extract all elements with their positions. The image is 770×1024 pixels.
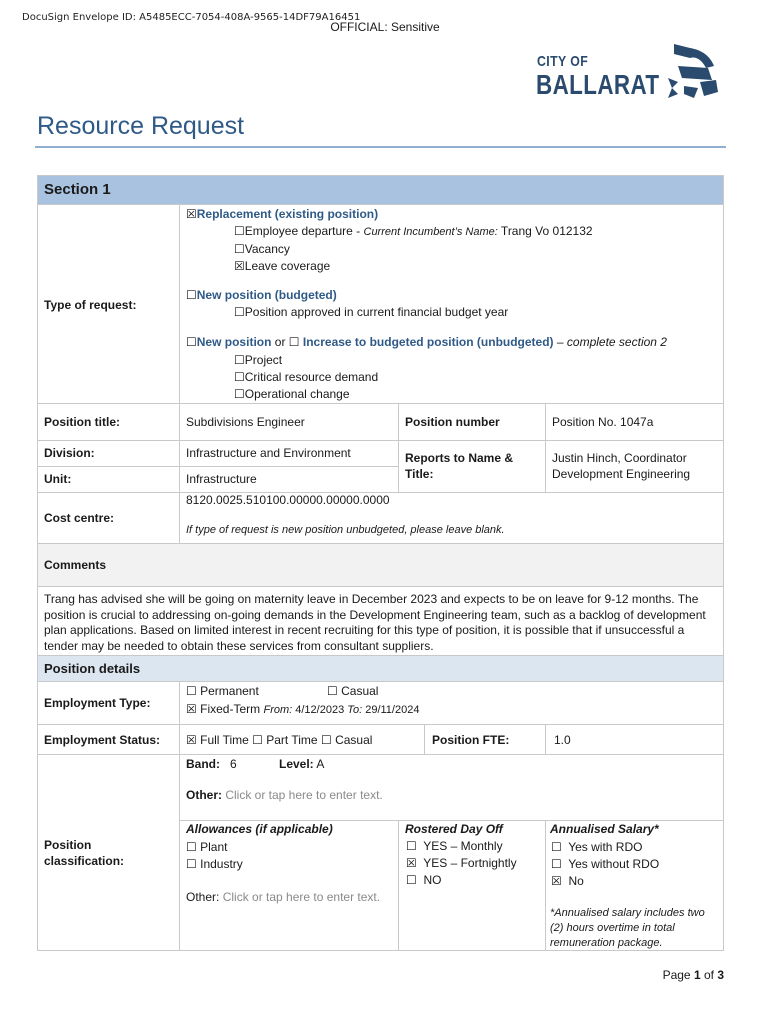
employment-status-label: Employment Status: [44, 733, 161, 747]
replacement-checkbox[interactable]: ☒ [186, 207, 197, 221]
leave-coverage-checkbox[interactable]: ☒ [234, 259, 245, 273]
vacancy-label: Vacancy [244, 242, 290, 256]
rdo-monthly-label: YES – Monthly [423, 839, 503, 853]
full-time-checkbox[interactable]: ☒ [186, 733, 197, 747]
allowance-other-placeholder[interactable]: Click or tap here to enter text. [219, 890, 381, 904]
casual-checkbox[interactable]: ☐ [327, 684, 338, 698]
operational-change-option[interactable] [234, 387, 350, 401]
level-value[interactable]: A [313, 757, 325, 771]
rdo-monthly-option[interactable] [406, 839, 503, 853]
salary-no-label: No [568, 874, 584, 888]
industry-label: Industry [200, 857, 243, 871]
reports-to-value[interactable]: Justin Hinch, Coordinator Development Engineering [552, 451, 691, 481]
new-position-label: New position [196, 335, 272, 349]
vacancy-checkbox[interactable]: ☐ [234, 242, 245, 256]
approved-budget-checkbox[interactable]: ☐ [234, 305, 245, 319]
part-time-checkbox[interactable]: ☐ [252, 733, 263, 747]
vacancy-option[interactable] [234, 242, 290, 256]
rdo-fortnightly-option[interactable] [406, 856, 517, 870]
rdo-no-checkbox[interactable]: ☐ [406, 873, 417, 887]
incumbent-value: Trang Vo 012132 [497, 224, 593, 238]
critical-demand-checkbox[interactable]: ☐ [234, 370, 245, 384]
comments-label: Comments [44, 558, 107, 572]
leave-coverage-option[interactable] [234, 259, 330, 273]
classification-label: Position classification: [44, 838, 125, 868]
salary-with-rdo-label: Yes with RDO [568, 840, 643, 854]
to-label: To: [344, 704, 363, 716]
allowance-other-field[interactable] [186, 890, 386, 906]
rdo-fortnightly-checkbox[interactable]: ☒ [406, 856, 417, 870]
new-unbudgeted-option[interactable] [186, 335, 667, 349]
fixed-term-checkbox[interactable]: ☒ [186, 702, 197, 716]
casual-label: Casual [341, 684, 379, 698]
increase-budgeted-label: Increase to budgeted position (unbudgeted) [302, 335, 554, 349]
column-divider-6 [545, 724, 546, 755]
unit-value[interactable]: Infrastructure [186, 472, 257, 486]
replacement-option[interactable] [186, 207, 378, 221]
band-value[interactable]: 6 [230, 757, 237, 771]
fixed-term-label: Fixed-Term [200, 702, 261, 716]
employee-departure-label: Employee departure - [244, 224, 364, 238]
plant-checkbox[interactable]: ☐ [186, 840, 197, 854]
new-position-checkbox[interactable]: ☐ [186, 335, 197, 349]
critical-demand-option[interactable] [234, 370, 378, 384]
replacement-label: Replacement (existing position) [196, 207, 379, 221]
row-divider [37, 466, 399, 467]
fte-value[interactable]: 1.0 [554, 733, 571, 747]
salary-without-rdo-label: Yes without RDO [568, 857, 660, 871]
band-field [186, 757, 237, 771]
incumbent-label: Current Incumbent’s Name: [363, 226, 498, 238]
approved-budget-option[interactable] [234, 305, 508, 319]
critical-demand-label: Critical resource demand [244, 370, 379, 384]
rdo-label: Rostered Day Off [405, 822, 503, 836]
other-field[interactable] [186, 788, 383, 802]
page-number [663, 968, 724, 982]
salary-note: *Annualised salary includes two (2) hours overtime in total remuneration package. [550, 907, 705, 949]
position-details-title: Position details [44, 661, 141, 676]
column-divider-5 [424, 724, 425, 755]
salary-with-rdo-checkbox[interactable]: ☐ [551, 840, 562, 854]
industry-option[interactable] [186, 857, 243, 871]
industry-checkbox[interactable]: ☐ [186, 857, 197, 871]
division-label: Division: [44, 446, 95, 460]
level-field [279, 757, 324, 771]
plant-label: Plant [200, 840, 228, 854]
level-label: Level: [279, 757, 314, 771]
title-divider [35, 146, 726, 148]
fte-label: Position FTE: [432, 733, 510, 747]
permanent-label: Permanent [200, 684, 259, 698]
section2-note: complete section 2 [566, 335, 667, 349]
rdo-no-label: NO [423, 873, 442, 887]
unit-label: Unit: [44, 472, 72, 486]
new-budgeted-label: New position (budgeted) [196, 288, 337, 302]
page-of: of [700, 968, 718, 982]
classification-label: OFFICIAL: Sensitive [330, 20, 440, 34]
city-logo [536, 42, 722, 102]
operational-change-checkbox[interactable]: ☐ [234, 387, 245, 401]
page-title: Resource Request [37, 112, 245, 140]
envelope-id: DocuSign Envelope ID: A5485ECC-7054-408A-9565-14DF79A16451 [22, 12, 361, 23]
salary-without-rdo-option[interactable] [551, 857, 659, 871]
from-label: From: [263, 704, 293, 716]
row-divider-2 [179, 820, 724, 821]
cost-centre-note: If type of request is new position unbudgeted, please leave blank. [186, 524, 505, 536]
project-checkbox[interactable]: ☐ [234, 353, 245, 367]
page-total: 3 [717, 968, 724, 982]
fixed-term-option[interactable] [186, 702, 419, 716]
status-casual-label: Casual [335, 733, 373, 747]
page-word: Page [662, 968, 694, 982]
operational-change-label: Operational change [244, 387, 350, 401]
permanent-checkbox[interactable]: ☐ [186, 684, 197, 698]
cost-centre-label: Cost centre: [44, 511, 115, 525]
plant-option[interactable] [186, 840, 227, 854]
rdo-no-option[interactable] [406, 873, 441, 887]
salary-label: Annualised Salary* [550, 822, 659, 836]
status-options [186, 733, 372, 747]
new-budgeted-checkbox[interactable]: ☐ [186, 288, 197, 302]
full-time-label: Full Time [200, 733, 249, 747]
allowances-label: Allowances (if applicable) [186, 822, 333, 836]
status-casual-checkbox[interactable]: ☐ [320, 733, 332, 747]
employee-departure-option[interactable] [234, 224, 593, 238]
division-value[interactable]: Infrastructure and Environment [186, 446, 351, 460]
type-of-request-label: Type of request: [44, 298, 137, 312]
position-title-label: Position title: [44, 415, 120, 429]
logo-emblem-icon [664, 42, 720, 100]
salary-no-option[interactable] [551, 874, 584, 888]
permanent-option[interactable] [186, 684, 259, 698]
salary-with-rdo-option[interactable] [551, 840, 642, 854]
or-text: or [271, 335, 289, 349]
column-divider-8 [545, 820, 546, 951]
salary-without-rdo-checkbox[interactable]: ☐ [551, 857, 562, 871]
logo-line1: CITY OF [537, 53, 589, 70]
rdo-monthly-checkbox[interactable]: ☐ [406, 839, 417, 853]
other-label: Other: [186, 788, 222, 802]
section1-header [37, 175, 724, 205]
position-number-label: Position number [405, 415, 500, 429]
band-label: Band: [186, 757, 220, 771]
page-current: 1 [693, 968, 701, 982]
comments-text[interactable]: Trang has advised she will be going on maternity leave in December 2023 and expects to be on leave for 9-12 months. The position is crucial to addressing on-going demands in the Development Engineering team, such as a backlog of development plan applications. Based on limited interest in recent recruiting for this type of position, it is possible that if unsuccessful a tender may be needed to obtain these services from consultant suppliers. [44, 592, 706, 653]
employee-departure-checkbox[interactable]: ☐ [234, 224, 245, 238]
new-budgeted-option[interactable] [186, 288, 337, 302]
rdo-fortnightly-label: YES – Fortnightly [423, 856, 517, 870]
column-divider-7 [398, 820, 399, 951]
cost-centre-value[interactable]: 8120.0025.510100.00000.00000.0000 [186, 493, 390, 507]
other-placeholder[interactable]: Click or tap here to enter text. [222, 788, 383, 802]
allowance-other-label: Other: [186, 890, 220, 904]
position-details-header [37, 655, 724, 682]
position-number-value[interactable]: Position No. 1047a [552, 415, 654, 429]
position-title-value[interactable]: Subdivisions Engineer [186, 415, 305, 429]
reports-to-label: Reports to Name & Title: [405, 451, 514, 481]
salary-no-checkbox[interactable]: ☒ [551, 874, 562, 888]
approved-budget-label: Position approved in current financial budget year [244, 305, 509, 319]
comments-header-row [37, 543, 724, 587]
increase-budgeted-checkbox[interactable]: ☐ [288, 335, 300, 349]
logo-line2: BALLARAT [536, 69, 660, 100]
project-option[interactable] [234, 353, 282, 367]
employment-type-label: Employment Type: [44, 696, 151, 710]
casual-option[interactable] [327, 684, 378, 698]
section1-title: Section 1 [44, 181, 111, 198]
from-date[interactable]: 4/12/2023 [292, 704, 345, 716]
dash-text: – [553, 335, 567, 349]
to-date[interactable]: 29/11/2024 [362, 704, 420, 716]
project-label: Project [244, 353, 283, 367]
leave-coverage-label: Leave coverage [244, 259, 331, 273]
part-time-label: Part Time [266, 733, 318, 747]
